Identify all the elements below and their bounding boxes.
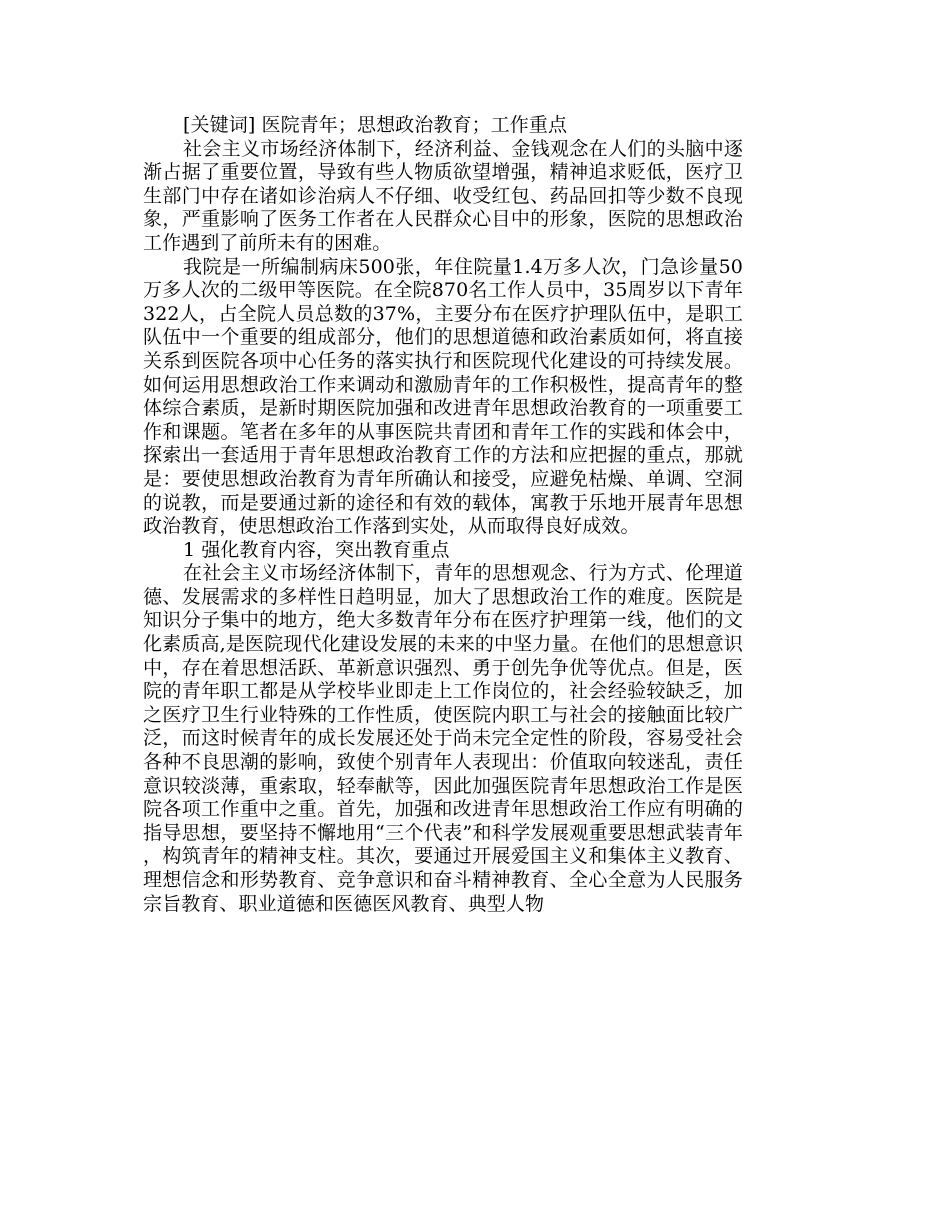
body-paragraph-1: 社会主义市场经济体制下，经济利益、金钱观念在人们的头脑中逐渐占据了重要位置，导致有些人物质欲望增强，精神追求贬低，医疗卫生部门中存在诸如诊治病人不仔细、收受红包、药品回扣等少数不良现象，严重影响了医务工作者在人民群众心目中的形象，医院的思想政治工作遇到了前所未有的困难。 — [143, 137, 743, 254]
section-paragraph: 在社会主义市场经济体制下，青年的思想观念、行为方式、伦理道德、发展需求的多样性日趋明显，加大了思想政治工作的难度。医院是知识分子集中的地方，绝大多数青年分布在医疗护理第一线，他们的文化素质高,是医院现代化建设发展的未来的中坚力量。在他们的思想意识中，存在着思想活跃、革新意识强烈、勇于创先争优等优点。但是，医院的青年职工都是从学校毕业即走上工作岗位的，社会经验较缺乏，加之医疗卫生行业特殊的工作性质，使医院内职工与社会的接触面比较广泛，而这时候青年的成长发展还处于尚未完全定性的阶段，容易受社会各种不良思潮的影响，致使个别青年人表现出：价值取向较迷乱，责任意识较淡薄，重索取，轻奉献等，因此加强医院青年思想政治工作是医院各项工作重中之重。首先，加强和改进青年思想政治工作应有明确的指导思想，要坚持不懈地用“三个代表”和科学发展观重要思想武装青年，构筑青年的精神支柱。其次，要通过开展爱国主义和集体主义教育、理想信念和形势教育、竞争意识和奋斗精神教育、全心全意为人民服务宗旨教育、职业道德和医德医风教育、典型人物 — [143, 562, 743, 915]
keywords-line: [关键词] 医院青年；思想政治教育；工作重点 — [183, 114, 568, 136]
document-page — [143, 114, 743, 916]
section-heading: 1 强化教育内容，突出教育重点 — [183, 538, 450, 561]
body-paragraph-2: 我院是一所编制病床500张，年住院量1.4万多人次，门急诊量50万多人次的二级甲等医院。在全院870名工作人员中，35周岁以下青年322人，占全院人员总数的37%，主要分布在医疗护理队伍中，是职工队伍中一个重要的组成部分，他们的思想道德和政治素质如何，将直接关系到医院各项中心任务的落实执行和医院现代化建设的可持续发展。如何运用思想政治工作来调动和激励青年的工作积极性，提高青年的整体综合素质，是新时期医院加强和改进青年思想政治教育的一项重要工作和课题。笔者在多年的从事医院共青团和青年工作的实践和体会中，探索出一套适用于青年思想政治教育工作的方法和应把握的重点，那就是：要使思想政治教育为青年所确认和接受，应避免枯燥、单调、空洞的说教，而是要通过新的途径和有效的载体，寓教于乐地开展青年思想政治教育，使思想政治工作落到实处，从而取得良好成效。 — [143, 255, 743, 538]
